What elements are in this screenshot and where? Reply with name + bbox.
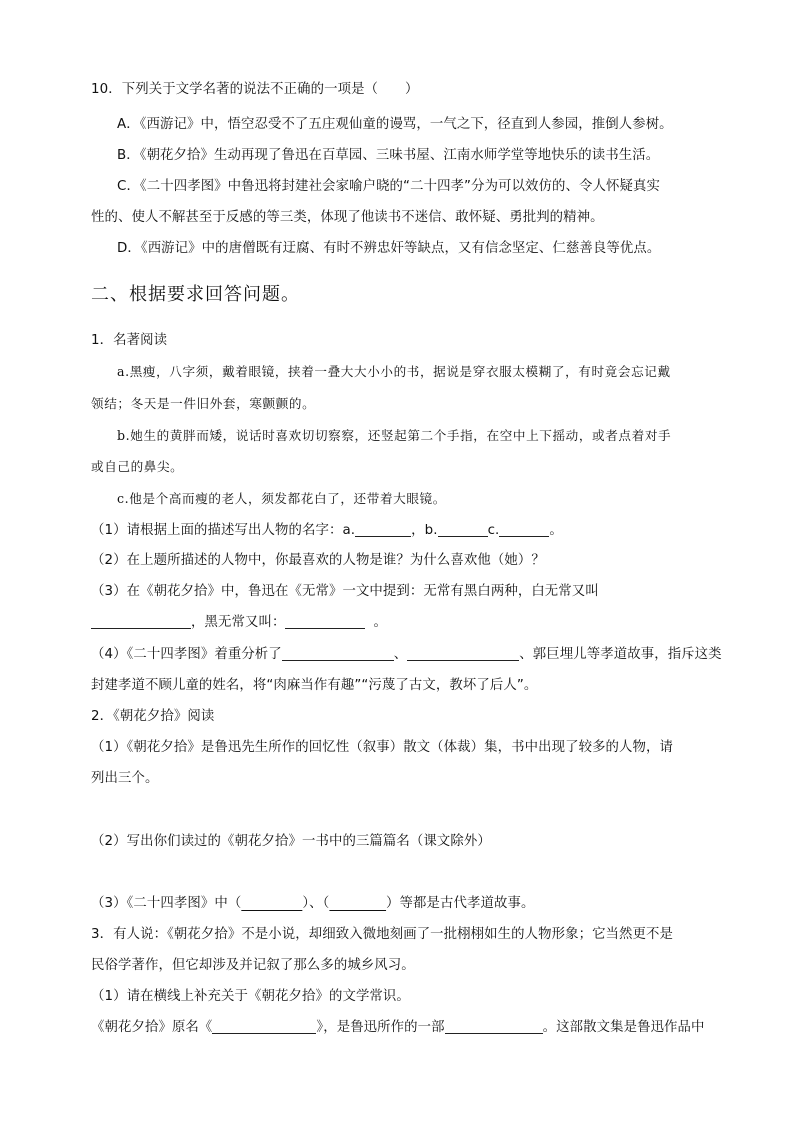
q2-sub1-line1: （1）《朝花夕拾》是鲁迅先生所作的回忆性（叙事）散文（体裁）集，书中出现了较多的人物，请 <box>91 740 674 755</box>
q1-sub1-blank-a[interactable] <box>355 522 411 537</box>
q2-sub1-line2: 列出三个。 <box>91 771 159 786</box>
q3-blank-original-name[interactable] <box>212 1019 316 1034</box>
q3-line1: 3．有人说：《朝花夕拾》不是小说，却细致入微地刻画了一批栩栩如生的人物形象；它当然更不是 <box>91 927 674 942</box>
q1-sub3-line2 <box>91 613 387 633</box>
q2-sub3-blank-1[interactable] <box>241 896 302 911</box>
q1-sub1-text: （1）请根据上面的描述写出人物的名字：a. <box>91 523 356 538</box>
q1-sub3-blank-black[interactable] <box>285 614 365 629</box>
q2-sub3-blank-2[interactable] <box>329 896 386 911</box>
q1-sub4-line2: 封建孝道不顾儿童的姓名，将“肉麻当作有趣”“污蔑了古文，教坏了后人”。 <box>91 678 538 693</box>
q2-sub3 <box>91 894 534 914</box>
q2-title: 2．《朝花夕拾》阅读 <box>91 709 215 724</box>
q1-passage-b-line2: 或自己的鼻尖。 <box>91 459 184 474</box>
q3-sub1: （1）请在横线上补充关于《朝花夕拾》的文学常识。 <box>91 989 410 1004</box>
q2-sub2: （2）写出你们读过的《朝花夕拾》一书中的三篇篇名（课文除外） <box>91 834 491 849</box>
q1-sub1-end: 。 <box>549 523 563 538</box>
q1-passage-b-line1: b.她生的黄胖而矮，说话时喜欢切切察察，还竖起第二个手指，在空中上下摇动，或者点着对手 <box>117 428 672 443</box>
q10-option-b: B．《朝花夕拾》生动再现了鲁迅在百草园、三味书屋、江南水师学堂等地快乐的读书生活。 <box>117 148 660 163</box>
q2-sub3-text: （3）《二十四孝图》中（ <box>91 896 242 911</box>
q10-stem: 10．下列关于文学名著的说法不正确的一项是（ ） <box>91 82 419 97</box>
q1-sub4-text: （4）《二十四孝图》着重分析了 <box>91 647 282 662</box>
q1-sub1-blank-b[interactable] <box>438 522 488 537</box>
q1-passage-a-line2: 领结；冬天是一件旧外套，寒颤颤的。 <box>91 396 316 411</box>
q3-last-post: 。这部散文集是鲁迅作品中 <box>542 1020 705 1035</box>
q1-passage-c: c.他是个高而瘦的老人，须发都花白了，还带着大眼镜。 <box>117 491 446 506</box>
q1-sub3-black-label: ，黑无常又叫： <box>191 615 286 630</box>
q1-sub4-blank-1[interactable] <box>282 646 394 661</box>
q3-blank-genre[interactable] <box>445 1019 543 1034</box>
q3-line2: 民俗学著作，但它却涉及并记叙了那么多的城乡风习。 <box>91 958 415 973</box>
q1-sub1-b-label: ，b. <box>411 523 438 538</box>
q3-last-line <box>91 1018 705 1038</box>
q3-last-mid: 》，是鲁迅所作的一部 <box>316 1020 445 1035</box>
q3-last-text: 《朝花夕拾》原名《 <box>91 1020 213 1035</box>
q1-sub3-end: 。 <box>373 615 387 630</box>
q10-option-c-line1: C．《二十四孝图》中鲁迅将封建社会家喻户晓的“二十四孝”分为可以效仿的、令人怀疑真实 <box>117 179 660 194</box>
q2-sub3-mid: ）、（ <box>302 896 330 911</box>
q10-option-d: D．《西游记》中的唐僧既有迂腐、有时不辨忠奸等缺点，又有信念坚定、仁慈善良等优点。 <box>117 241 661 256</box>
q1-sub3-line1: （3）在《朝花夕拾》中，鲁迅在《无常》一文中提到：无常有黑白两种，白无常又叫 <box>91 584 599 599</box>
q1-sub4-sep: 、 <box>393 647 408 662</box>
q1-sub1-c-label: c. <box>487 523 500 538</box>
q1-sub4-blank-2[interactable] <box>407 646 519 661</box>
q1-sub1-blank-c[interactable] <box>499 522 549 537</box>
q10-option-a: A．《西游记》中，悟空忍受不了五庄观仙童的谩骂，一气之下，径直到人参园，推倒人参树。 <box>117 117 673 132</box>
q1-sub2: （2）在上题所描述的人物中，你最喜欢的人物是谁？为什么喜欢他（她）？ <box>91 553 545 568</box>
q2-sub3-post: ）等都是古代孝道故事。 <box>386 896 535 911</box>
section-heading: 二、根据要求回答问题。 <box>91 284 300 305</box>
q1-passage-a-line1: a.黑瘦，八字须，戴着眼镜，挟着一叠大大小小的书，据说是穿衣服太模糊了，有时竟会忘记戴 <box>117 364 671 379</box>
q1-sub1 <box>91 521 563 541</box>
q1-sub4-post: 、郭巨埋儿等孝道故事，指斥这类 <box>519 647 722 662</box>
q1-title: 1．名著阅读 <box>91 333 168 348</box>
q1-sub3-blank-white[interactable] <box>91 614 191 629</box>
q10-option-c-line2: 性的、使人不解甚至于反感的等三类，体现了他读书不迷信、敢怀疑、勇批判的精神。 <box>91 210 604 225</box>
q1-sub4-line1 <box>91 645 722 665</box>
